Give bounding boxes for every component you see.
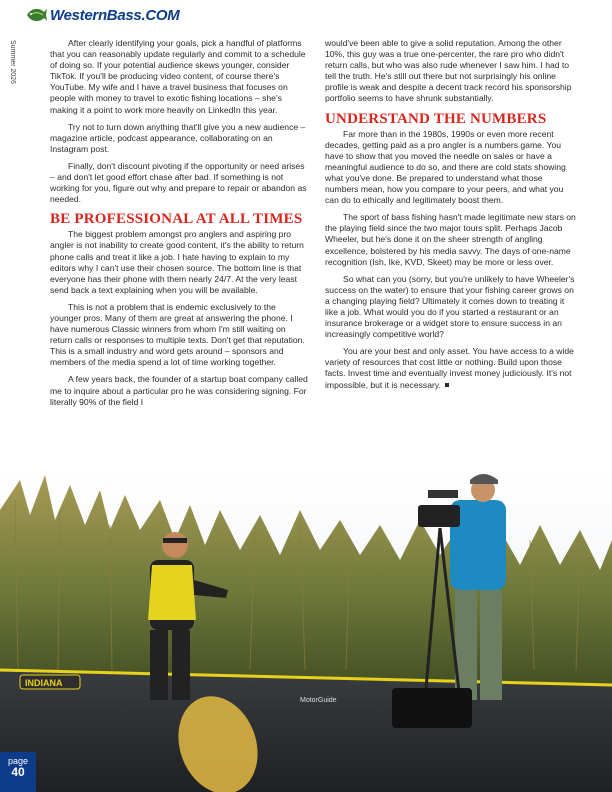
- paragraph: This is not a problem that is endemic exclusively to the younger pros. Many of them are great at answering the phone. I have numerous Classic winners from whom I'm still waiting on return calls or responses to multiple texts. Don't get that reputation. This is a small industry and word gets around – sponsors and members of the media spend a lot of time working together.: [50, 301, 305, 368]
- article-column-left: [50, 38, 308, 414]
- article-photo: [0, 470, 612, 792]
- page-number-tab: [0, 752, 36, 792]
- bass-fish-icon: [26, 6, 48, 24]
- section-heading: BE PROFESSIONAL AT ALL TIMES: [50, 211, 303, 228]
- article-column-right: [325, 38, 578, 397]
- issue-date: [6, 40, 18, 120]
- page-label: page: [7, 756, 29, 766]
- page-number: 40: [11, 765, 25, 779]
- paragraph: The biggest problem amongst pro anglers and aspiring pro angler is not inability to create good content, it's the ability to return phone calls and treat it like a job. I hate having to explain to my editors why I can't use their chosen source. The bottom line is that everyone has their phone with them nearly 24/7. At the very least send back a text explaining when you will be available.: [50, 229, 304, 295]
- site-logo[interactable]: [26, 4, 179, 26]
- issue-date-text: Summer 2026: [9, 40, 16, 84]
- boat-wrap-text: INDIANA: [25, 678, 63, 688]
- paragraph: Far more than in the 1980s, 1990s or even more recent decades, getting paid as a pro angler is a numbers game. You have to show that you moved the needle on sales or have a meaningful audience to do so, and there are cold stats showing what you've done. Be prepared to understand what those numbers mean, how you compare to your peers, and what you can do to ethically and legitimately boost them.: [325, 128, 566, 206]
- paragraph: The sport of bass fishing hasn't made legitimate new stars on the playing field since the two major tours split. Perhaps Jacob Wheeler, but he's done it on the sheer strength of angling excellence, bolstered by his media savvy. The days of one-name recognition (Ish, Ike, KVD, Skeet) may be more or less over.: [325, 212, 576, 267]
- closing-text: You are your best and only asset. You have access to a wide variety of resources that cost little or nothing. Build upon those facts. Invest time and eventually invest money judiciously. It's not impossible, but it is necessary.: [325, 346, 574, 390]
- motor-brand-text: MotorGuide: [300, 697, 337, 704]
- section-heading: UNDERSTAND THE NUMBERS: [325, 110, 547, 127]
- paragraph: After clearly identifying your goals, pick a handful of platforms that you can reasonably update regularly and commit to a schedule of doing so. If your potential audience skews younger, consider TikTok. If you'll be producing video content, of course there's YouTube. My wife and I have a travel business that focuses on people with money to travel to exotic fishing locations – she's making it a point to work more heavily on LinkedIn this year.: [50, 38, 306, 115]
- end-mark: [445, 383, 449, 387]
- paragraph: A few years back, the founder of a startup boat company called me to inquire about a particular pro he was considering signing. For literally 90% of the field I: [50, 374, 308, 407]
- paragraph: Finally, don't discount pivoting if the opportunity or need arises – and don't let good effort chase after bad. If something is not working for you, figure out why and prepare to repair or abandon as needed.: [50, 160, 307, 205]
- brand-name: WesternBass.COM: [50, 6, 180, 24]
- paragraph: So what can you (sorry, but you're unlikely to have Wheeler's success on the water) to ensure that your fishing career grows on a changing playing field? Ultimately it comes down to treating it like a job. What would you do if you started a restaurant or an insurance brokerage or a widget store to ensure success in an increasingly competitive world?: [325, 273, 575, 340]
- photo-illustration: [0, 470, 612, 792]
- paragraph: would've been able to give a solid reputation. Among the other 10%, this guy was a true one-percenter, the rare pro who didn't return calls, but who was also rude whenever I saw him. I had to tell the truth. He's still out there but not surprisingly his online profile is weak and despite a decent track record his sponsorship portfolio seems to have shrunk substantially.: [325, 38, 572, 104]
- paragraph: Try not to turn down anything that'll give you a new audience – magazine article, podcast appearance, collaborating on an Instagram post.: [50, 121, 306, 154]
- paragraph: [325, 346, 578, 390]
